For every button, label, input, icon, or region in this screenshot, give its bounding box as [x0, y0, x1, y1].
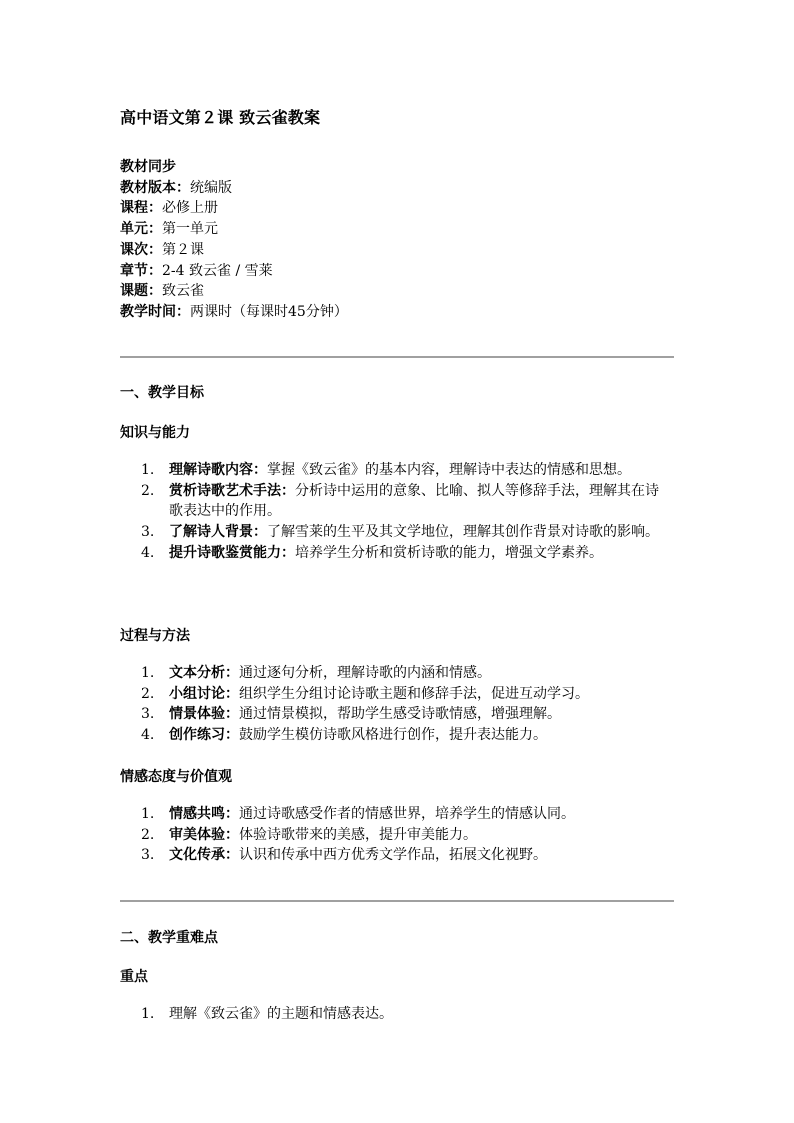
info-key: 课程：	[120, 200, 162, 217]
item-number: 3.	[141, 524, 155, 541]
item-key: 了解诗人背景：	[169, 524, 267, 541]
item-key: 情感共鸣：	[169, 806, 239, 822]
info-value: 2-4 致云雀 / 雪莱	[162, 262, 273, 279]
item-key: 理解诗歌内容：	[169, 462, 267, 478]
item-number: 2.	[141, 685, 155, 702]
info-course	[120, 198, 674, 219]
subheading-key-points: 重点	[120, 969, 148, 985]
item-key: 情景体验：	[169, 706, 239, 723]
item-key: 创作练习：	[169, 727, 239, 744]
item-key: 赏析诗歌艺术手法：	[169, 482, 295, 499]
info-value: 必修上册	[162, 200, 218, 217]
info-key: 课题：	[120, 283, 162, 300]
document-title: 高中语文第２课 致云雀教案	[120, 108, 321, 127]
info-chapter	[120, 261, 674, 282]
key-points-list	[120, 1004, 674, 1025]
knowledge-list	[120, 460, 674, 564]
item-text: 分析诗中运用的意象、比喻、拟人等修辞手法，理解其在诗歌表达中的作用。	[169, 482, 659, 520]
process-list	[120, 663, 674, 746]
list-item	[120, 684, 669, 705]
list-item	[120, 543, 669, 564]
info-edition	[120, 178, 674, 199]
list-item	[120, 460, 669, 481]
list-item	[120, 522, 669, 543]
item-number: 3.	[141, 847, 155, 864]
item-text: 鼓励学生模仿诗歌风格进行创作，提升表达能力。	[239, 727, 547, 744]
item-number: 1.	[141, 1006, 155, 1022]
subheading-emotion-values: 情感态度与价值观	[120, 769, 232, 785]
item-text: 通过情景模拟，帮助学生感受诗歌情感，增强理解。	[239, 706, 561, 723]
course-info	[120, 157, 674, 323]
list-item	[120, 825, 669, 846]
section-divider	[120, 356, 674, 358]
info-value: 致云雀	[162, 283, 204, 300]
section-divider	[120, 900, 674, 902]
list-item	[120, 704, 669, 725]
info-key: 单元：	[120, 221, 162, 238]
list-item	[120, 845, 669, 866]
item-key: 文化传承：	[169, 847, 239, 864]
item-key: 小组讨论：	[169, 685, 239, 702]
item-number: 3.	[141, 706, 155, 723]
info-value: 第２课	[162, 241, 204, 258]
item-text: 体验诗歌带来的美感，提升审美能力。	[239, 826, 477, 843]
item-number: 2.	[141, 826, 155, 843]
list-item	[120, 725, 669, 746]
item-number: 1.	[141, 665, 155, 681]
emotion-list	[120, 804, 674, 866]
info-key: 章节：	[120, 262, 162, 279]
info-key: 教学时间：	[120, 303, 190, 320]
list-item	[120, 1004, 669, 1025]
item-number: 1.	[141, 462, 155, 478]
info-key: 课次：	[120, 241, 162, 258]
item-text: 认识和传承中西方优秀文学作品，拓展文化视野。	[239, 847, 547, 864]
item-number: 1.	[141, 806, 155, 822]
list-item	[120, 663, 669, 684]
info-value: 两课时（每课时45分钟）	[190, 303, 348, 320]
item-number: 4.	[141, 544, 155, 561]
info-value: 统编版	[190, 179, 232, 196]
course-info-heading: 教材同步	[120, 159, 176, 175]
item-key: 审美体验：	[169, 826, 239, 843]
item-text: 通过逐句分析，理解诗歌的内涵和情感。	[239, 665, 491, 681]
section-heading-key-difficult-points: 二、教学重难点	[120, 930, 218, 946]
item-number: 2.	[141, 482, 155, 499]
info-unit	[120, 219, 674, 240]
info-value: 第一单元	[162, 221, 218, 238]
info-key: 教材版本：	[120, 179, 190, 196]
section-heading-objectives: 一、教学目标	[120, 385, 204, 401]
item-text: 掌握《致云雀》的基本内容，理解诗中表达的情感和思想。	[267, 462, 631, 478]
item-text: 理解《致云雀》的主题和情感表达。	[169, 1006, 393, 1022]
item-key: 提升诗歌鉴赏能力：	[169, 544, 295, 561]
item-key: 文本分析：	[169, 665, 239, 681]
list-item	[120, 804, 669, 825]
info-teaching-time	[120, 302, 674, 323]
info-topic	[120, 281, 674, 302]
item-text: 培养学生分析和赏析诗歌的能力，增强文学素养。	[295, 544, 603, 561]
list-item	[120, 481, 669, 522]
item-text: 了解雪莱的生平及其文学地位，理解其创作背景对诗歌的影响。	[267, 524, 659, 541]
subheading-process-method: 过程与方法	[120, 628, 190, 644]
item-text: 组织学生分组讨论诗歌主题和修辞手法，促进互动学习。	[239, 685, 589, 702]
item-text: 通过诗歌感受作者的情感世界，培养学生的情感认同。	[239, 806, 575, 822]
subheading-knowledge-ability: 知识与能力	[120, 425, 190, 441]
info-lesson	[120, 240, 674, 261]
item-number: 4.	[141, 727, 155, 744]
